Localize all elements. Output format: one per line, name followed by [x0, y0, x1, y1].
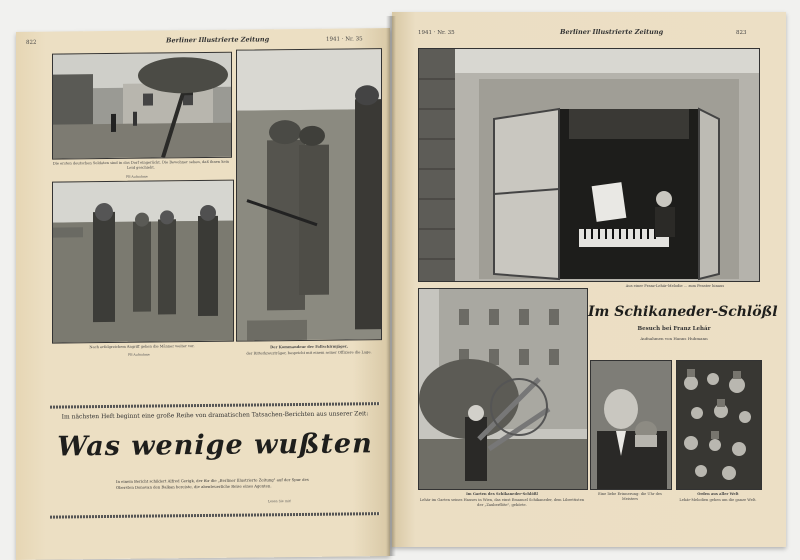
right-page-number: 823: [736, 30, 747, 36]
photo-soldiers-field: [52, 180, 234, 344]
headline-schikaneder: Im Schikaneder-Schlößl: [588, 304, 778, 320]
photo-garden: [418, 288, 588, 490]
caption-commander-text: der Ritterkreuzträger, bespricht mit einem seiner Offiziere die Lage.: [246, 350, 372, 356]
credit-soldiers-field: PK-Aufnahme: [128, 352, 150, 357]
divider-top: [50, 402, 380, 408]
gutter-shadow: [386, 16, 396, 556]
caption-window: Aus einer Franz-Lehár-Melodie ... zum Fenster hinaus: [625, 284, 725, 288]
right-page: [392, 12, 786, 547]
divider-bottom: [50, 512, 380, 518]
caption-portrait: Eine liebe Erinnerung: die Uhr des Meisters: [598, 492, 662, 501]
caption-soldiers-field: Nach erfolgreichem Angriff gehen die Männer weiter vor.: [89, 344, 195, 350]
right-issue: 1941 · Nr. 35: [418, 30, 455, 36]
photo-paratroopers: [236, 48, 382, 342]
left-masthead: Berliner Illustrierte Zeitung: [166, 35, 270, 45]
left-page-number: 822: [26, 39, 37, 46]
byline: Aufnahmen von Hanns Hubmann: [640, 336, 708, 341]
caption-village: Die ersten deutschen Soldaten sind in das Dorf eingerückt. Die Bewohner sehen, daß ihnen kein Leid geschieht.: [52, 159, 230, 170]
caption-garden-text: Lehár im Garten seines Hauses in Wien, das einst Emanuel Schikaneder, dem Librettisten der „Zauberflöte", gehörte.: [419, 498, 585, 507]
intro-text: In einem Bericht schildert Alfred Gerigk, der für die „Berliner Illustrierte Zeitung" auf der Spur des Obersten Donovan den Balkan bereiste, die abenteuerliche Reise eines Agenten.: [116, 476, 309, 490]
photo-window-piano: [418, 48, 760, 282]
left-page: [16, 28, 390, 560]
caption-commander-title: Der Kommandeur der Fallschirmjäger,: [270, 344, 348, 350]
subtitle-lehar: Besuch bei Franz Lehár: [637, 326, 711, 332]
caption-garden-title: Im Garten des Schikaneder-Schlößl: [466, 492, 538, 496]
announcement: Im nächsten Heft beginnt eine große Reihe von dramatischen Tatsachen-Berichten aus unserer Zeit:: [61, 410, 369, 421]
photo-village: [52, 52, 232, 160]
headline-was-wenige-wussten: Was wenige wußten: [57, 428, 373, 463]
left-issue: 1941 · Nr. 35: [326, 36, 363, 43]
photo-medals: [676, 360, 762, 490]
photo-lehar-portrait: [590, 360, 672, 490]
right-masthead: Berliner Illustrierte Zeitung: [560, 28, 664, 36]
caption-medals-title: Orden aus aller Welt: [697, 492, 739, 496]
read-along-note: Lesen Sie mit!: [268, 499, 292, 504]
credit-village: PK-Aufnahme: [126, 174, 148, 179]
magazine-spread: [14, 12, 786, 552]
caption-medals-text: Lehár-Melodien gehen um die ganze Welt.: [679, 498, 757, 502]
